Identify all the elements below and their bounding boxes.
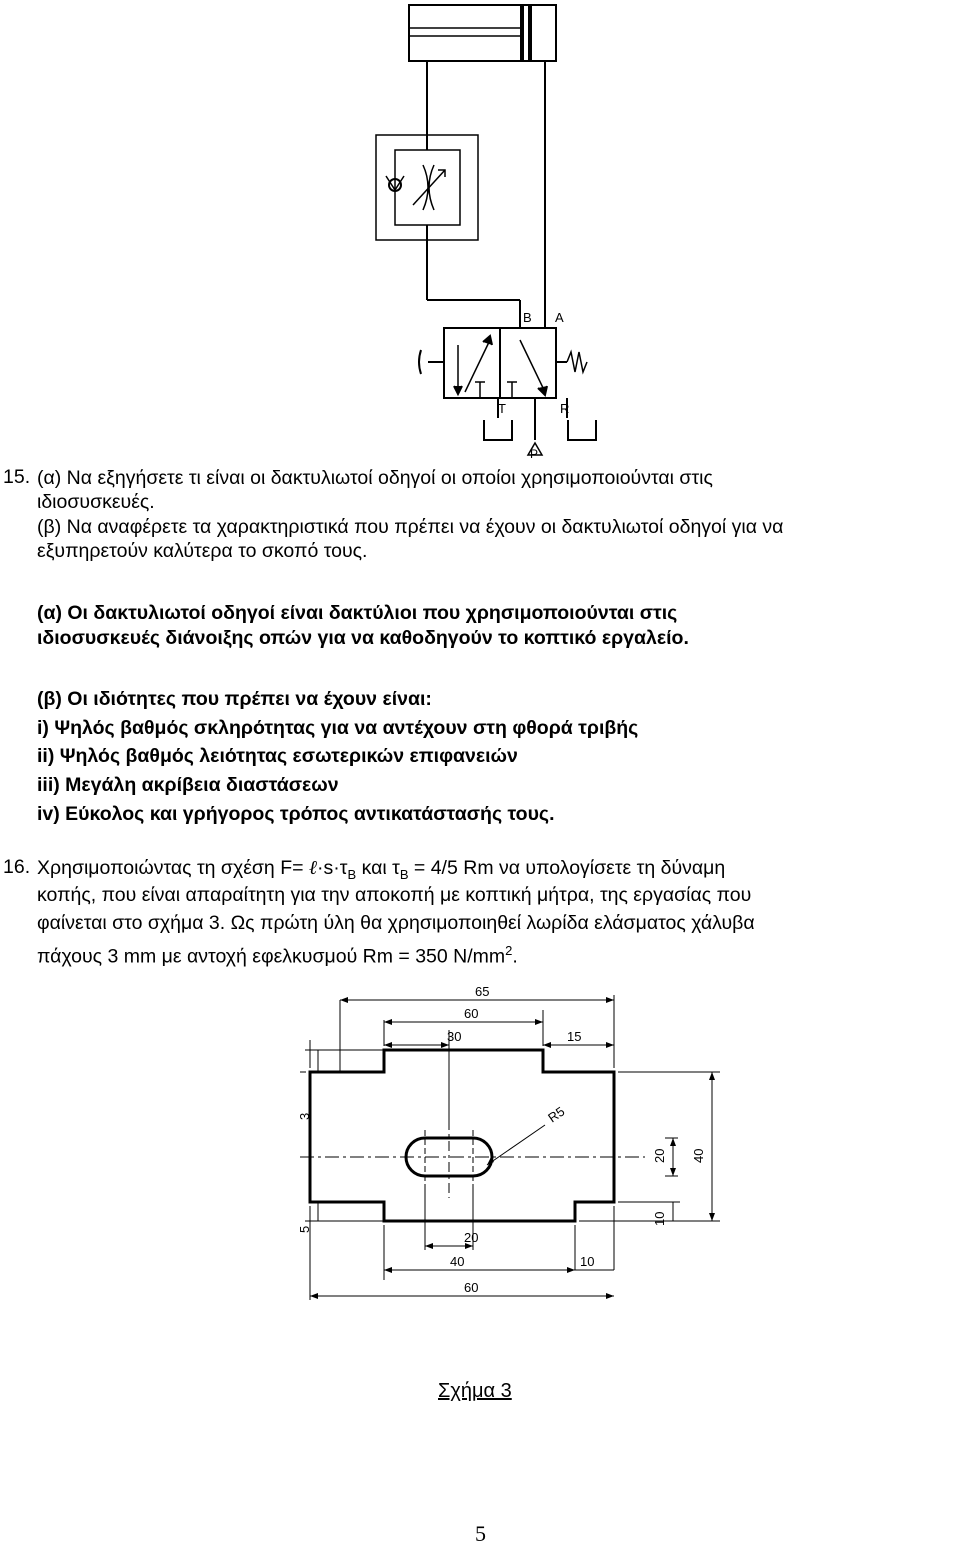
port-r-label: R: [560, 401, 570, 416]
dim-5: 5: [297, 1225, 312, 1233]
question-number: 16.: [3, 856, 31, 878]
question-16-line-3: φαίνεται στο σχήμα 3. Ως πρώτη ύλη θα χρησιμοποιηθεί λωρίδα ελάσματος χάλυβα: [37, 912, 755, 934]
answer-b-intro: (β) Οι ιδιότητες που πρέπει να έχουν είναι:: [37, 688, 432, 710]
question-16-line-4: πάχους 3 mm με αντοχή εφελκυσμού Rm = 350 $N/mm^2$.: [37, 943, 518, 968]
figure-3-drawing: [0, 975, 960, 1335]
dim-10-right: 10: [652, 1211, 667, 1226]
dim-15: 15: [567, 1029, 582, 1044]
port-p-label: P: [530, 447, 539, 460]
answer-b-item: iii) Μεγάλη ακρίβεια διαστάσεων: [37, 774, 339, 796]
port-b-label: B: [523, 310, 532, 325]
dim-10-bottom: 10: [580, 1254, 595, 1269]
pneumatic-circuit-diagram: [0, 0, 960, 460]
dim-30: 30: [447, 1029, 462, 1044]
figure-caption: Σχήμα 3: [438, 1380, 512, 1402]
answer-b-item: iv) Εύκολος και γρήγορος τρόπος αντικατάστασής τους.: [37, 803, 555, 825]
question-a-line-1: (α) Να εξηγήσετε τι είναι οι δακτυλιωτοί οδηγοί οι οποίοι χρησιμοποιούνται στις: [37, 467, 713, 489]
answer-b-item: i) Ψηλός βαθμός σκληρότητας για να αντέχουν στη φθορά τριβής: [37, 717, 639, 739]
question-a-line-2: ιδιοσυσκευές.: [37, 491, 155, 513]
dim-40-right: 40: [691, 1148, 706, 1163]
answer-a-line-2: ιδιοσυσκευές διάνοιξης οπών για να καθοδηγούν το κοπτικό εργαλείο.: [37, 627, 689, 649]
dim-60-top: 60: [464, 1006, 479, 1021]
dim-65: 65: [475, 984, 490, 999]
page-number: 5: [475, 1521, 486, 1546]
question-b-line-1: (β) Να αναφέρετε τα χαρακτηριστικά που πρέπει να έχουν οι δακτυλιωτοί οδηγοί για να: [37, 516, 784, 538]
answer-b-item: ii) Ψηλός βαθμός λειότητας εσωτερικών επιφανειών: [37, 745, 518, 767]
question-16-line-2: κοπής, που είναι απαραίτητη για την αποκοπή με κοπτική μήτρα, της εργασίας που: [37, 884, 752, 906]
answer-a-line-1: (α) Οι δακτυλιωτοί οδηγοί είναι δακτύλιοι που χρησιμοποιούνται στις: [37, 602, 678, 624]
port-a-label: A: [555, 310, 564, 325]
dim-60-bottom: 60: [464, 1280, 479, 1295]
dim-r5: R5: [545, 1103, 568, 1126]
dim-20-right: 20: [652, 1148, 667, 1163]
dim-3: 3: [297, 1112, 312, 1120]
question-b-line-2: εξυπηρετούν καλύτερα το σκοπό τους.: [37, 540, 368, 562]
dim-40-bottom: 40: [450, 1254, 465, 1269]
ell-symbol: ℓ: [308, 856, 318, 879]
port-t-label: T: [498, 401, 506, 416]
dim-20-bottom: 20: [464, 1230, 479, 1245]
question-16-line-1: Χρησιμοποιώντας τη σχέση $F= \ell\cdot s\cdot\tau_B$ και $\tau_B = 4/5$ Rm να υπολογίσετε τη δύναμη: [37, 856, 726, 882]
question-number: 15.: [3, 466, 31, 488]
